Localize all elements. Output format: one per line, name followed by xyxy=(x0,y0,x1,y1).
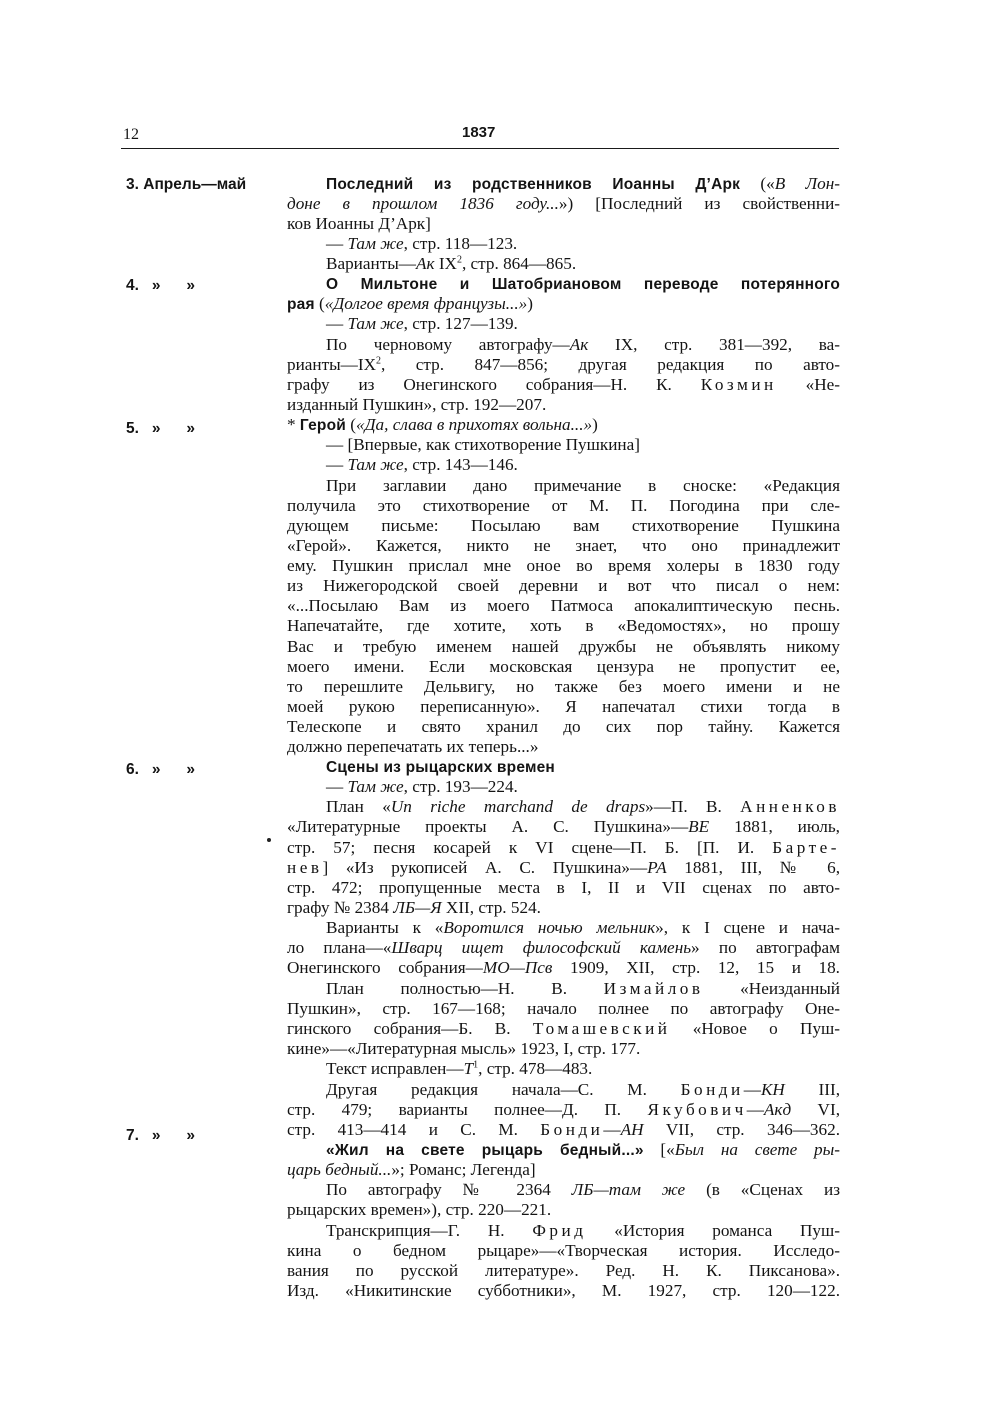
text-line: Пушкин», стр. 167—168; начало полнее по автографу Оне- xyxy=(287,999,840,1018)
text-line: «...Посылаю Вам из моего Патмоса апокалиптическую песнь. xyxy=(287,596,840,615)
text-line: нев] «Из рукописей А. С. Пушкина»—РА 1881, III, № 6, xyxy=(287,858,840,877)
text-line: План «Un riche marchand de draps»—П. В. Анненков xyxy=(326,797,840,816)
entry-5-number: 5. » » xyxy=(126,420,195,437)
text-line: Сцены из рыцарских времен xyxy=(326,759,555,776)
text-line: $рианты—IX^2$, стр. 847—856; другая редакция по авто- xyxy=(287,355,840,374)
text-line: стр. 479; варианты полнее—Д. П. Якубович—Акд VI, xyxy=(287,1100,840,1119)
text-line: ло плана—«Шварц ищет философский камень» по автографам xyxy=(287,938,840,957)
text-line: По черновому автографу—Ак IX, стр. 381—392, ва- xyxy=(326,335,840,354)
text-line: то перешлите Дельвигу, но также без моего имени и не xyxy=(287,677,840,696)
text-line: из Нижегородской своей деревни и вот что писал о нем: xyxy=(287,576,840,595)
text-line: Телескопе и свято хранил до сих пор тайну. Кажется xyxy=(287,717,840,736)
text-line: При заглавии дано примечание в сноске: «Редакция xyxy=(326,476,840,495)
entry-7-number: 7. » » xyxy=(126,1127,195,1144)
text-line: рая («Долгое время французы...») xyxy=(287,294,533,313)
text-line: По автографу № 2364 ЛБ—там же (в «Сценах из xyxy=(326,1180,840,1199)
text-line: стр. 472; пропущенные места в I, II и VII сценах по авто- xyxy=(287,878,840,897)
text-line: кина о бедном рыцаре»—«Творческая история. Исследо- xyxy=(287,1241,840,1260)
text-line: Вас и требую именем нашей дружбы не объявлять никому xyxy=(287,637,840,656)
margin-mark xyxy=(267,838,271,842)
text-line: ков Иоанны Д’Арк] xyxy=(287,214,431,233)
entry-3-number: 3. Апрель—май xyxy=(126,176,247,193)
text-line: рыцарских времен»), стр. 220—221. xyxy=(287,1200,552,1219)
text-line: Варианты—Ак $IX^2$, стр. 864—865. xyxy=(326,254,577,273)
text-line: моей рукою переписанную». Я напечатал стихи тогда в xyxy=(287,697,840,716)
text-line: — Там же, стр. 193—224. xyxy=(326,777,518,796)
text-line: кине»—«Литературная мысль» 1923, I, стр. 177. xyxy=(287,1039,641,1058)
text-line: стр. 413—414 и С. М. Бонди—АН VII, стр. 346—362. xyxy=(287,1120,840,1139)
text-line: изданный Пушкин», стр. 192—207. xyxy=(287,395,547,414)
text-line: должно перепечатать их теперь...» xyxy=(287,737,539,756)
text-line: — Там же, стр. 143—146. xyxy=(326,455,518,474)
text-line: — Там же, стр. 118—123. xyxy=(326,234,518,253)
text-line: доне в прошлом 1836 году...») [Последний из свойственни- xyxy=(287,194,840,213)
text-line: графу № 2384 ЛБ—Я XII, стр. 524. xyxy=(287,898,541,917)
text-line: О Мильтоне и Шатобриановом переводе потерянного xyxy=(326,276,840,293)
text-line: «Жил на свете рыцарь бедный...» [«Был на свете ры- xyxy=(326,1140,840,1159)
text-line: Другая редакция начала—С. М. Бонди—КН III, xyxy=(326,1080,840,1099)
entry-4-number: 4. » » xyxy=(126,277,195,294)
text-line: моего имени. Если московская цензура не пропустит ее, xyxy=(287,657,840,676)
text-line: * Герой («Да, слава в прихотях вольна...») xyxy=(287,415,598,434)
text-line: графу из Онегинского собрания—Н. К. Козмин «Не- xyxy=(287,375,841,394)
text-line: Напечатайте, где хотите, хоть в «Ведомостях», но прошу xyxy=(287,616,840,635)
entry-6-number: 6. » » xyxy=(126,761,195,778)
text-line: — Там же, стр. 127—139. xyxy=(326,314,518,333)
header-rule xyxy=(121,148,839,149)
text-line: ему. Пушкин прислал мне оное во время холеры в 1830 году xyxy=(287,556,840,575)
page-number: 12 xyxy=(123,126,139,143)
text-line: Транскрипция—Г. Н. Фрид «История романса Пуш- xyxy=(326,1221,840,1240)
text-line: «Герой». Кажется, никто не знает, что оно принадлежит xyxy=(287,536,840,555)
text-line: получила это стихотворение от М. П. Погодина при сле- xyxy=(287,496,840,515)
text-line: «Литературные проекты А. С. Пушкина»—ВЕ 1881, июль, xyxy=(287,817,840,836)
text-line: стр. 57; песня косарей к VI сцене—П. Б. [П. И. Барте- xyxy=(287,838,840,857)
text-line: Изд. «Никитинские субботники», М. 1927, стр. 120—122. xyxy=(287,1281,840,1300)
text-line: Варианты к «Воротился ночью мельник», к I сцене и нача- xyxy=(326,918,840,937)
text-line: Онегинского собрания—МО—Псв 1909, XII, стр. 12, 15 и 18. xyxy=(287,958,840,977)
text-line: гинского собрания—Б. В. Томашевский «Новое о Пуш- xyxy=(287,1019,840,1038)
text-line: — [Впервые, как стихотворение Пушкина] xyxy=(326,435,640,454)
text-line: Текст $исправлен—Т^1$, стр. 478—483. xyxy=(326,1059,593,1078)
text-line: царь бедный...»; Романс; Легенда] xyxy=(287,1160,536,1179)
running-header-year: 1837 xyxy=(462,124,496,141)
text-line: План полностью—Н. В. Измайлов «Неизданный xyxy=(326,979,841,998)
text-line: вания по русской литературе». Ред. Н. К. Пиксанова». xyxy=(287,1261,840,1280)
text-line: Последний из родственников Иоанны Д’Арк («В Лон- xyxy=(326,174,840,193)
text-line: дующем письме: Посылаю вам стихотворение Пушкина xyxy=(287,516,840,535)
